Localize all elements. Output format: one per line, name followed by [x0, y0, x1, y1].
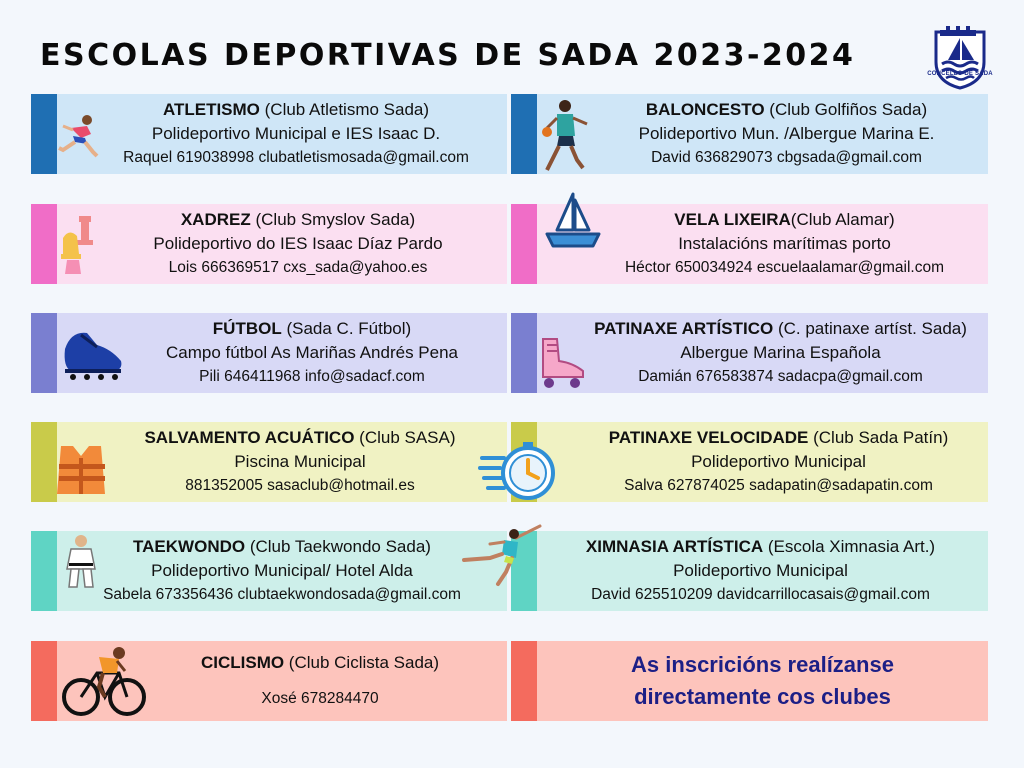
- club-name: (Club Taekwondo Sada): [245, 537, 431, 556]
- card-xadrez: [31, 204, 507, 284]
- contact: David 625510209 davidcarrillocasais@gmail.com: [591, 586, 930, 603]
- venue: Polideportivo Municipal/ Hotel Alda: [151, 561, 413, 580]
- town-crest-icon: [930, 24, 990, 90]
- contact: David 636829073 cbgsada@gmail.com: [651, 149, 922, 166]
- card-futbol: [31, 313, 507, 393]
- sport-name: FÚTBOL: [212, 319, 282, 338]
- club-name: (Club Alamar): [790, 210, 895, 229]
- cyclist-icon: [59, 643, 147, 719]
- club-name: (Escola Ximnasia Art.): [763, 537, 936, 556]
- contact: Lois 666369517 cxs_sada@yahoo.es: [168, 259, 428, 276]
- card-ximnasia: [511, 531, 988, 611]
- sport-name: TAEKWONDO: [133, 537, 246, 556]
- club-name: (Club Ciclista Sada): [284, 653, 440, 672]
- contact: Damián 676583874 sadacpa@gmail.com: [638, 368, 923, 385]
- sport-name: XIMNASIA ARTÍSTICA: [585, 537, 764, 556]
- venue: Instalacións marítimas porto: [678, 234, 891, 253]
- logo-text: CONCELLO DE SADA: [927, 71, 993, 77]
- contact: Raquel 619038998 clubatletismosada@gmail.com: [123, 149, 469, 166]
- venue: Campo fútbol As Mariñas Andrés Pena: [166, 343, 458, 362]
- gymnast-icon: [460, 520, 544, 588]
- sport-name: CICLISMO: [200, 653, 285, 672]
- club-name: (Club SASA): [354, 428, 456, 447]
- card-taekwondo: [31, 531, 507, 611]
- card-ciclismo: [31, 641, 507, 721]
- club-name: (C. patinaxe artíst. Sada): [773, 319, 967, 338]
- sport-name: VELA LIXEIRA: [674, 210, 791, 229]
- contact: Salva 627874025 sadapatin@sadapatin.com: [624, 477, 933, 494]
- sport-name: BALONCESTO: [645, 100, 765, 119]
- note-line-1: As inscricións realízanse: [631, 652, 894, 677]
- contact: Pili 646411968 info@sadacf.com: [199, 368, 425, 385]
- football-boot-icon: [61, 325, 125, 381]
- sport-name: PATINAXE VELOCIDADE: [608, 428, 809, 447]
- card-atletismo: [31, 94, 507, 174]
- contact: Héctor 650034924 escuelaalamar@gmail.com: [624, 259, 944, 276]
- contact: Xosé 678284470: [261, 690, 379, 707]
- page-title: ESCOLAS DEPORTIVAS DE SADA 2023-2024: [40, 38, 856, 73]
- venue: Polideportivo Municipal: [673, 561, 848, 580]
- venue: Polideportivo do IES Isaac Díaz Pardo: [153, 234, 443, 253]
- sport-name: ATLETISMO: [162, 100, 260, 119]
- venue: Polideportivo Municipal: [691, 452, 866, 471]
- card-inscription-note: [511, 641, 988, 721]
- contact: Sabela 673356436 clubtaekwondosada@gmail.com: [103, 586, 461, 603]
- card-vela: [511, 204, 988, 284]
- club-name: (Club Sada Patín): [808, 428, 949, 447]
- venue: Polideportivo Municipal e IES Isaac D.: [151, 124, 441, 143]
- note-line-2: directamente cos clubes: [634, 684, 891, 709]
- card-salvamento: [31, 422, 507, 502]
- speed-clock-icon: [478, 440, 560, 504]
- card-patinaxe-velocidade: [511, 422, 988, 502]
- club-name: (Club Smyslov Sada): [250, 210, 416, 229]
- card-baloncesto: [511, 94, 988, 174]
- sport-name: XADREZ: [180, 210, 251, 229]
- venue: Albergue Marina Española: [680, 343, 881, 362]
- club-name: (Sada C. Fútbol): [281, 319, 412, 338]
- card-patinaxe-artistico: [511, 313, 988, 393]
- venue: Polideportivo Mun. /Albergue Marina E.: [638, 124, 935, 143]
- club-name: (Club Atletismo Sada): [259, 100, 430, 119]
- club-name: (Club Golfiños Sada): [764, 100, 928, 119]
- venue: Piscina Municipal: [234, 452, 366, 471]
- sport-name: PATINAXE ARTÍSTICO: [594, 319, 774, 338]
- sport-name: SALVAMENTO ACUÁTICO: [144, 428, 355, 447]
- basketball-player-icon: [539, 96, 595, 172]
- contact: 881352005 sasaclub@hotmail.es: [185, 477, 415, 494]
